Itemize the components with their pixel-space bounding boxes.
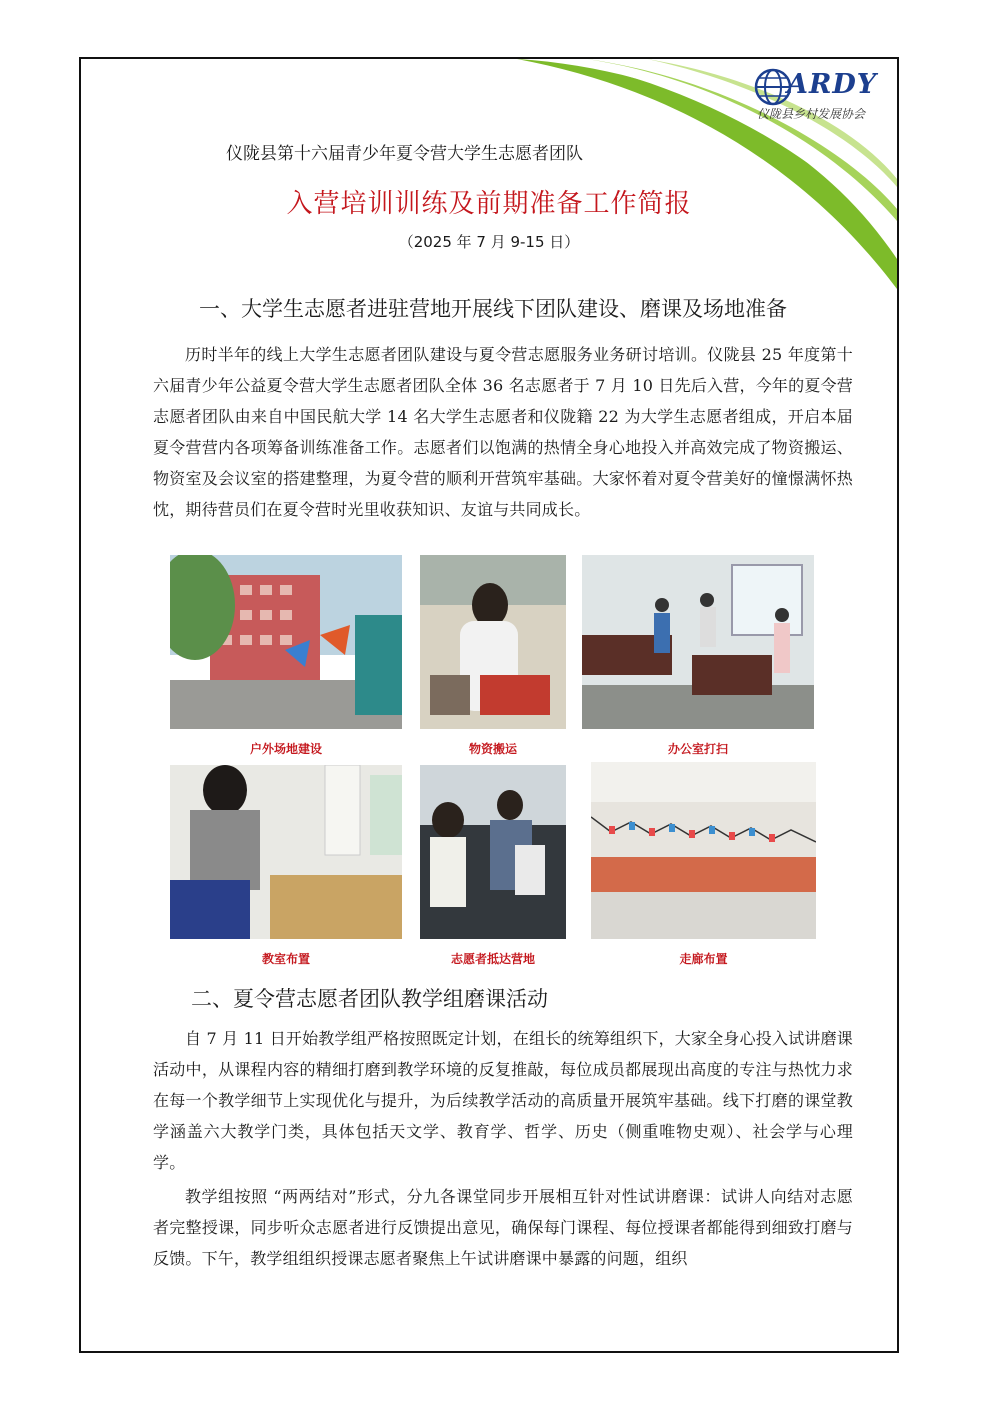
date-range: （2025 年 7 月 9-15 日） xyxy=(398,233,580,251)
section-1-paragraph: 历时半年的线上大学生志愿者团队建设与夏令营志愿服务业务研讨培训。仪陇县 25 年度第十六届青少年公益夏令营大学生志愿者团队全体 36 名志愿者于 7 月 10 日先后入营，今年的夏令营志愿者团队由来自中国民航大学 14 名大学生志愿者和仪陇籍 22 为大学生志愿者组成，开启本届夏令营营内各项筹备训练准备工作。志愿者们以饱满的热情全身心地投入并高效完成了物资搬运、物资室及会议室的搭建整理，为夏令营的顺利开营筑牢基础。大家怀着对夏令营美好的憧憬满怀热忱，期待营员们在夏令营时光里收获知识、友谊与共同成长。 xyxy=(153,345,853,519)
photo-caption: 教室布置 xyxy=(261,952,310,966)
photo-outdoor-setup xyxy=(170,555,402,729)
photo-caption: 物资搬运 xyxy=(468,742,517,756)
section-2-paragraph-1: 自 7 月 11 日开始教学组严格按照既定计划，在组长的统筹组织下，大家全身心投入试讲磨课活动中，从课程内容的精细打磨到教学环境的反复推敲，每位成员都展现出高度的专注与热忱力求在每一个教学细节上实现优化与提升，为后续教学活动的高质量开展筑牢基础。线下打磨的课堂教学涵盖六大教学门类，具体包括天文学、教育学、哲学、历史（侧重唯物史观）、社会学与心理学。 xyxy=(153,1029,853,1172)
photo-caption: 走廊布置 xyxy=(679,952,728,966)
section-1-heading: 一、大学生志愿者进驻营地开展线下团队建设、磨课及场地准备 xyxy=(199,297,787,321)
photo-caption: 志愿者抵达营地 xyxy=(450,952,535,966)
logo xyxy=(753,65,883,127)
photo-office-cleaning xyxy=(582,555,814,729)
photo-classroom-setup xyxy=(170,765,402,939)
logo-org-name: 仪陇县乡村发展协会 xyxy=(757,107,866,121)
photo-caption: 办公室打扫 xyxy=(667,742,728,756)
logo-wordmark: ARDY xyxy=(787,69,878,100)
section-2-heading: 二、夏令营志愿者团队教学组磨课活动 xyxy=(191,987,548,1011)
photo-volunteers-arrival xyxy=(420,765,566,939)
org-title: 仪陇县第十六届青少年夏令营大学生志愿者团队 xyxy=(226,144,583,164)
page-frame xyxy=(79,57,899,1353)
photo-caption: 户外场地建设 xyxy=(249,742,322,756)
photo-corridor-decoration xyxy=(591,762,816,939)
section-2-paragraph-2: 教学组按照 “两两结对”形式，分九各课堂同步开展相互针对性试讲磨课：试讲人向结对志愿者完整授课，同步听众志愿者进行反馈提出意见，确保每门课程、每位授课者都能得到细致打磨与反馈。下午，教学组组织授课志愿者聚焦上午试讲磨课中暴露的问题，组织 xyxy=(153,1187,853,1268)
photo-supplies xyxy=(420,555,566,729)
page-title: 入营培训训练及前期准备工作简报 xyxy=(286,189,692,219)
